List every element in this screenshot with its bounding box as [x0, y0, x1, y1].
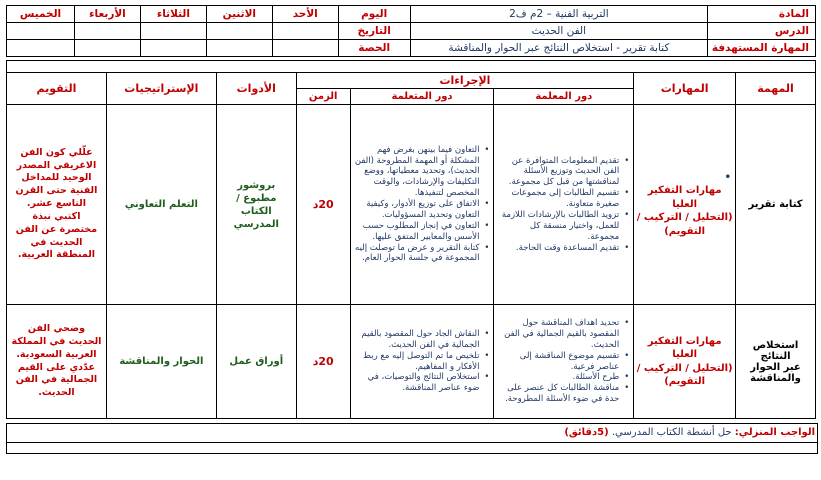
student-role-item: • استخلاص النتائج والتوصيات، في ضوء عناصر المناقشة. [355, 372, 480, 394]
teacher-role-cell-2 [494, 305, 634, 419]
task-header: المهمة [736, 73, 816, 105]
homework-label: الواجب المنزلي: [734, 427, 815, 438]
teacher-role-header: دور المعلمة [494, 89, 634, 105]
student-role-item: • التعاون في إنجاز المطلوب حسب الأسس والمعايير المتفق عليها. [355, 221, 480, 243]
tools-line: الكتاب [240, 205, 272, 217]
evaluation-line: اكتبي نبذة [32, 210, 81, 222]
evaluation-line: علّلي كون الفن [20, 146, 93, 158]
student-role-item: • النقاش الجاد حول المقصود بالقيم الجمالية في الفن الحديث. [355, 329, 480, 351]
task-cell-1: كتابة تقرير [736, 105, 816, 305]
student-role-header: دور المتعلمة [350, 89, 494, 105]
evaluation-line: الجمالية في الفن [15, 374, 98, 386]
skill-line: التقويم) [664, 376, 706, 387]
evaluation-line: عدّدي على القيم [17, 361, 96, 373]
homework-row [6, 423, 818, 443]
teacher-role-item: • مناقشة الطالبات كل عنصر على حدة في ضوء الأسئلة المطروحة. [498, 383, 619, 405]
evaluation-header: التقويم [7, 73, 107, 105]
period-cell-monday [206, 40, 272, 57]
tools-cell-2: أوراق عمل [216, 305, 296, 419]
teacher-role-item: • تقديم المعلومات المتوافرة عن الفن الحديث وتوزيع الأسئلة لمناقشتها من قبل كل مجموعة. [498, 156, 619, 189]
time-cell-2: 20د [296, 305, 350, 419]
time-cell-1: 20د [296, 105, 350, 305]
task-cell-2 [736, 305, 816, 419]
evaluation-line: الوحيد للمداخل [21, 172, 92, 184]
evaluation-line: الحديث في [30, 236, 83, 248]
procedures-table [6, 60, 816, 419]
day-label: اليوم [338, 6, 410, 23]
tools-header: الأدوات [216, 73, 296, 105]
day-thursday: الخميس [7, 6, 75, 23]
evaluation-line: الحديث في المملكة [11, 335, 102, 347]
teacher-role-item: • تزويد الطالبات بالإرشادات اللازمة للعمل، واختيار منسقة كل مجموعة. [498, 210, 619, 243]
tools-cell-1 [216, 105, 296, 305]
skill-line: التقويم) [664, 225, 706, 237]
time-header: الزمن [296, 89, 350, 105]
date-cell-monday [206, 23, 272, 40]
evaluation-line: الاغريقي المصدر [16, 159, 97, 171]
student-role-cell-1 [350, 105, 494, 305]
evaluation-line: مختصرة عن الفن [15, 223, 98, 235]
tools-line: مطبوع / [236, 192, 277, 204]
evaluation-line: المنطقة العربية. [17, 249, 96, 261]
teacher-role-item: • تقسيم الطالبات إلى مجموعات صغيرة متعاونة. [498, 188, 619, 210]
period-cell-sunday [272, 40, 338, 57]
student-role-cell-2 [350, 305, 494, 419]
period-cell-tuesday [140, 40, 206, 57]
target-skill-label: المهارة المستهدفة [708, 40, 816, 57]
tools-line: بروشور [237, 179, 276, 191]
teacher-role-item: • تقسيم موضوع المناقشة إلى عناصر فرعية. [498, 351, 619, 373]
student-role-item: • تلخيص ما تم التوصل إليه مع ربط الأفكار و المفاهيم. [355, 351, 480, 373]
task-line: استخلاص النتائج [752, 339, 799, 362]
evaluation-cell-2 [7, 305, 107, 419]
tools-line: المدرسي [233, 218, 279, 230]
skill-line: (التحليل / التركيب / [636, 362, 733, 374]
period-cell-thursday [7, 40, 75, 57]
skills-header: المهارات [634, 73, 736, 105]
strategy-cell-2: الحوار والمناقشة [106, 305, 216, 419]
teacher-role-cell-1 [494, 105, 634, 305]
teacher-role-item: • طرح الأسئلة. [498, 372, 619, 383]
strategy-cell-1: التعلم التعاوني [106, 105, 216, 305]
skill-line: (التحليل / التركيب / [636, 212, 733, 224]
period-cell-wednesday [75, 40, 141, 57]
evaluation-line: وضحي الفن [27, 323, 85, 335]
date-label: التاريخ [338, 23, 410, 40]
evaluation-line: الحديث. [38, 387, 75, 399]
strategies-header: الإستراتيجيات [106, 73, 216, 105]
lesson-value: الفن الحديث [410, 23, 707, 40]
day-tuesday: الثلاثاء [140, 6, 206, 23]
teacher-role-item: • تحديد اهداف المناقشة حول المقصود بالقيم الجمالية في الفن الحديث. [498, 318, 619, 351]
student-role-item: • التعاون فيما بينهن بغرض فهم المشكلة أو المهمة المطروحة (الفن الحديث)، وتحديد معطياتها، ووضع التكليفات والإرشادات، والوقت المخصص لتنفيذها. [355, 145, 480, 199]
target-skill-value: كتابة تقرير - استخلاص النتائج عبر الحوار والمناقشة [410, 40, 707, 57]
task-line: عبر الحوار [750, 361, 801, 373]
homework-time: (5دقائق) [564, 427, 609, 438]
lesson-label: الدرس [708, 23, 816, 40]
evaluation-cell-1 [7, 105, 107, 305]
date-cell-sunday [272, 23, 338, 40]
evaluation-line: العربية السعودية. [16, 348, 97, 360]
date-cell-thursday [7, 23, 75, 40]
task-line: والمناقشة [750, 372, 801, 384]
student-role-item: • كتابة التقرير و عرض ما توصلت إليه المجموعة في جلسة الحوار العام. [355, 243, 480, 265]
lesson-header-table [6, 5, 816, 57]
subject-value: التربية الفنية – 2م ف2 [410, 6, 707, 23]
homework-value: حل أنشطة الكتاب المدرسي. [611, 427, 732, 438]
bottom-blank-row [6, 441, 818, 454]
date-cell-tuesday [140, 23, 206, 40]
student-role-item: • الاتفاق على توزيع الأدوار، وكيفية التعاون وتحديد المسؤوليات. [355, 199, 480, 221]
teacher-role-item: • تقديم المساعدة وقت الحاجة. [498, 243, 619, 254]
day-sunday: الأحد [272, 6, 338, 23]
day-wednesday: الأربعاء [75, 6, 141, 23]
period-label: الحصة [338, 40, 410, 57]
date-cell-wednesday [75, 23, 141, 40]
skill-line: مهارات التفكير العليا [647, 185, 722, 210]
skills-cell-1: • مهارات التفكير العليا (التحليل / التركيب / التقويم) [634, 105, 736, 305]
evaluation-line: الفنية حتى القرن [15, 185, 98, 197]
skills-cell-2 [634, 305, 736, 419]
evaluation-line: التاسع عشر. [26, 198, 86, 210]
procedures-header: الإجراءات [296, 73, 634, 89]
day-monday: الاثنين [206, 6, 272, 23]
blank-spacer-row [7, 61, 816, 73]
subject-label: المادة [708, 6, 816, 23]
skill-line: مهارات التفكير العليا [647, 335, 722, 360]
